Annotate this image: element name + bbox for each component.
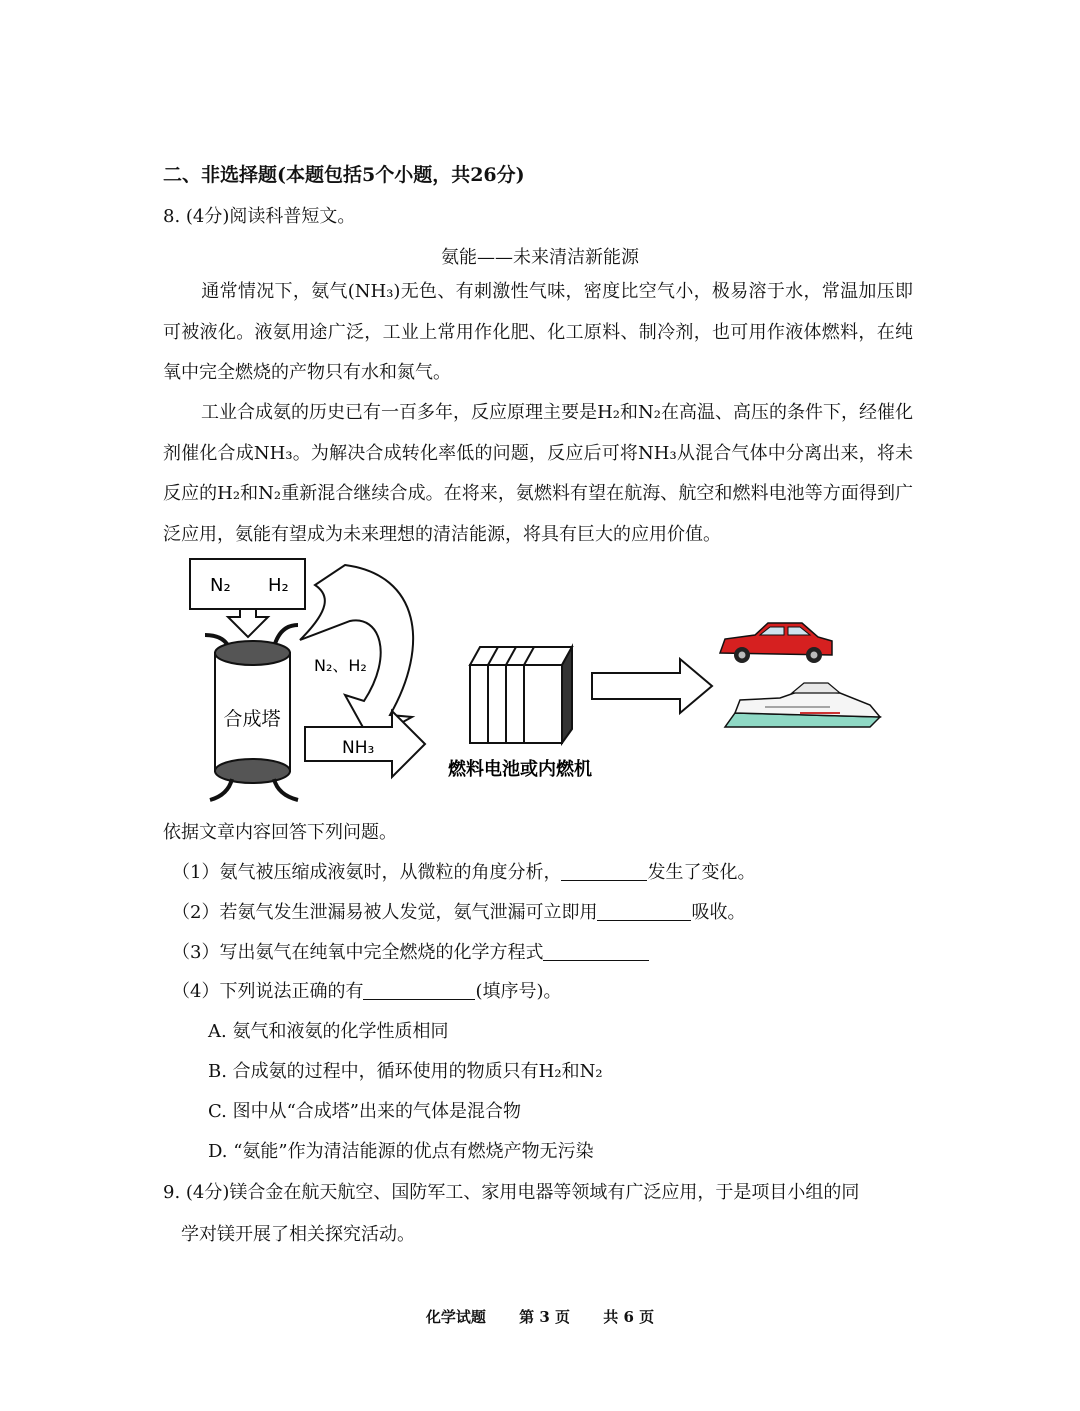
question-8-stem: 8. (4分)阅读科普短文。: [163, 206, 356, 227]
footer-total-pages: 共 6 页: [603, 1308, 655, 1326]
answer-blank-2[interactable]: [597, 902, 691, 921]
device-label: 燃料电池或内燃机: [448, 759, 592, 780]
answer-blank-3[interactable]: [543, 942, 649, 961]
synthesis-tower: [215, 641, 290, 783]
recycle-label: N₂、H₂: [314, 656, 367, 675]
article-title: 氨能——未来清洁新能源: [441, 247, 639, 268]
article-paragraph-1: [163, 272, 913, 394]
feed-n2-label: N₂: [210, 575, 231, 596]
sub-question-1: [172, 858, 755, 884]
section-title: 二、非选择题(本题包括5个小题，共26分): [163, 164, 525, 186]
bottom-left-pipe: [210, 779, 232, 800]
option-c: C. 图中从“合成塔”出来的气体是混合物: [208, 1101, 521, 1122]
question-9-line-2: 学对镁开展了相关探究活动。: [181, 1224, 415, 1245]
sub-question-2-text: （2）若氨气发生泄漏易被人发觉，氨气泄漏可立即用: [172, 902, 598, 923]
footer-page-number: 第 3 页: [519, 1308, 570, 1326]
questions-intro: 依据文章内容回答下列问题。: [163, 822, 397, 843]
answer-blank-1[interactable]: [561, 862, 647, 881]
feed-down-arrow: [228, 609, 268, 637]
sub-question-4-end: (填序号)。: [475, 981, 562, 1002]
output-arrow: [592, 659, 712, 713]
sub-question-1-end: 发生了变化。: [647, 862, 756, 883]
car-icon: [720, 623, 832, 663]
option-a: A. 氨气和液氨的化学性质相同: [208, 1021, 449, 1042]
option-b: B. 合成氨的过程中，循环使用的物质只有H₂和N₂: [208, 1061, 603, 1082]
fuel-cell-block: [447, 647, 592, 780]
article-paragraph-2: [163, 393, 913, 555]
tower-label: 合成塔: [223, 708, 281, 730]
sub-question-3: [172, 938, 649, 964]
page-footer: [0, 1306, 1080, 1327]
feed-h2-label: H₂: [268, 575, 289, 596]
ammonia-process-diagram: [180, 555, 900, 815]
option-d: D. “氨能”作为清洁能源的优点有燃烧产物无污染: [208, 1141, 594, 1162]
footer-subject: 化学试题: [425, 1308, 486, 1326]
sub-question-3-text: （3）写出氨气在纯氧中完全燃烧的化学方程式: [172, 942, 544, 963]
boat-icon: [725, 683, 880, 727]
sub-question-2: [172, 898, 745, 924]
sub-question-4-text: （4）下列说法正确的有: [172, 981, 364, 1002]
sub-question-4: [172, 977, 562, 1003]
product-label: NH₃: [342, 738, 375, 758]
sub-question-2-end: 吸收。: [691, 902, 746, 923]
answer-blank-4[interactable]: [363, 981, 475, 1000]
sub-question-1-text: （1）氨气被压缩成液氨时，从微粒的角度分析，: [172, 862, 562, 883]
question-9-line-1: 9. (4分)镁合金在航天航空、国防军工、家用电器等领域有广泛应用，于是项目小组的同: [163, 1182, 860, 1203]
article-paragraph-1-text: 通常情况下，氨气(NH₃)无色、有刺激性气味，密度比空气小，极易溶于水，常温加压即可被液化。液氨用途广泛，工业上常用作化肥、化工原料、制冷剂，也可用作液体燃料，在纯氧中完全燃烧的产物只有水和氮气。: [163, 281, 913, 383]
article-paragraph-2-text: 工业合成氨的历史已有一百多年，反应原理主要是H₂和N₂在高温、高压的条件下，经催化剂催化合成NH₃。为解决合成转化率低的问题，反应后可将NH₃从混合气体中分离出来，将未反应的H₂和N₂重新混合继续合成。在将来，氨燃料有望在航海、航空和燃料电池等方面得到广泛应用，氨能有望成为未来理想的清洁能源，将具有巨大的应用价值。: [163, 402, 913, 545]
bottom-right-pipe: [274, 779, 298, 800]
